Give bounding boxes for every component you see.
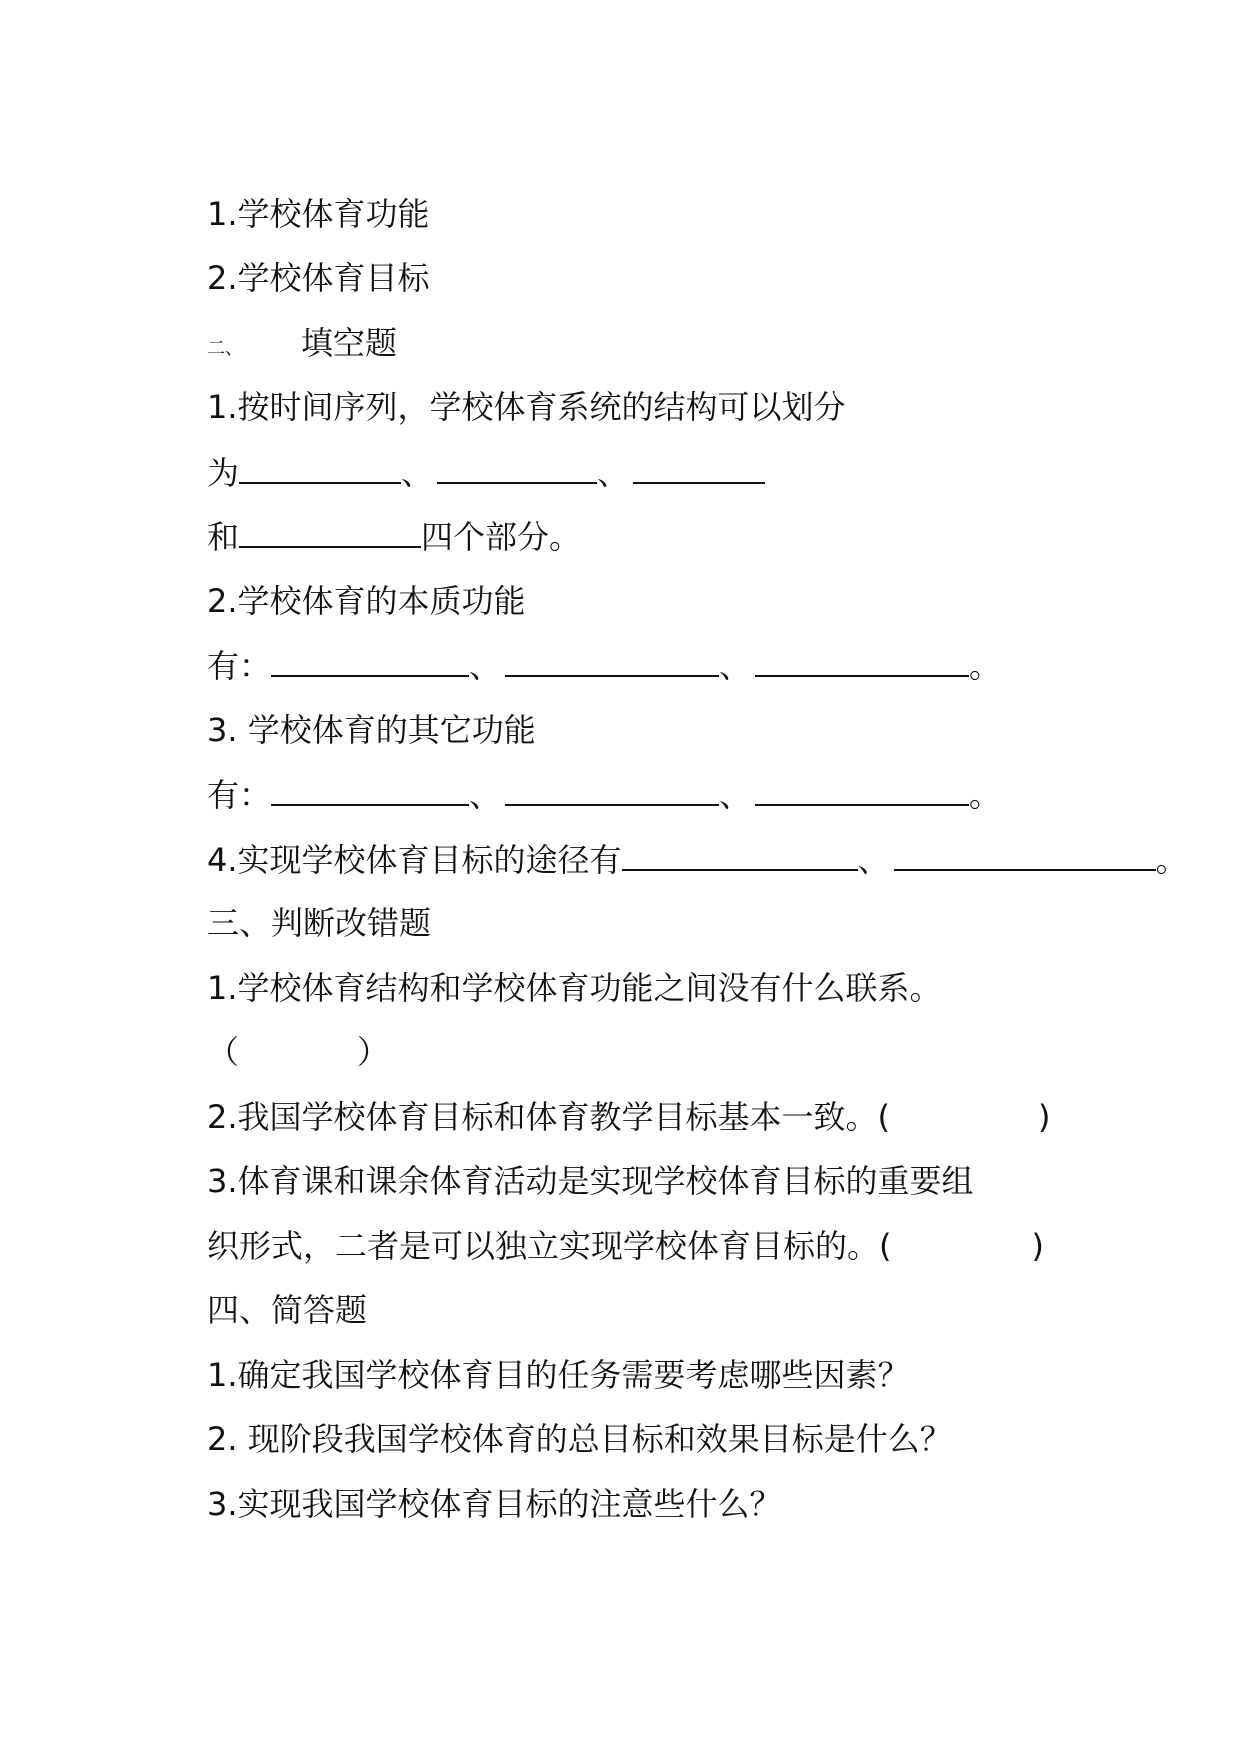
answer-blank[interactable] [239,516,421,548]
fill-question-1: 1.按时间序列，学校体育系统的结构可以划分 [207,388,846,426]
separator: 、 [719,776,752,814]
answer-blank[interactable] [239,452,401,484]
separator: 、 [719,647,752,685]
fill-question-3-blanks [207,774,1001,815]
prefix-text: 为 [207,454,240,492]
paren-close: ） [357,1033,390,1071]
separator: 、 [401,454,434,492]
answer-blank[interactable] [505,645,719,677]
prefix-text: 和 [207,518,240,556]
short-answer-1: 1.确定我国学校体育目的任务需要考虑哪些因素？ [207,1356,910,1394]
short-answer-3: 3.实现我国学校体育目标的注意些什么？ [207,1485,782,1523]
section-heading-true-false: 三、判断改错题 [207,904,432,942]
answer-blank[interactable] [437,452,597,484]
fill-question-1-blanks-2 [207,516,581,557]
answer-blank[interactable] [755,774,969,806]
end-mark: 。 [969,647,1002,685]
question-text: 4.实现学校体育目标的途径有 [207,841,622,879]
paren-open: （ [207,1033,240,1071]
paren-close: ) [1031,1227,1044,1265]
tf-question-1: 1.学校体育结构和学校体育功能之间没有什么联系。 [207,969,942,1007]
prefix-text: 有： [207,776,272,814]
short-answer-2: 2. 现阶段我国学校体育的总目标和效果目标是什么？ [207,1420,952,1458]
section-title: 填空题 [301,324,398,362]
tf-question-3-line-2 [207,1226,1044,1266]
answer-blank[interactable] [505,774,719,806]
separator: 、 [469,776,502,814]
tf-question-2 [207,1097,1051,1137]
answer-blank[interactable] [271,645,469,677]
fill-question-1-blanks [207,452,765,493]
answer-blank[interactable] [622,839,858,871]
separator: 、 [857,841,890,879]
question-text: 2.我国学校体育目标和体育教学目标基本一致。( [207,1098,891,1136]
tf-question-1-answer [207,1032,389,1072]
prefix-text: 有： [207,647,272,685]
answer-blank[interactable] [633,452,765,484]
paren-close: ) [1038,1098,1051,1136]
question-text: 织形式，二者是可以独立实现学校体育目标的。( [207,1227,892,1265]
answer-blank[interactable] [271,774,469,806]
tf-question-3-line-1: 3.体育课和课余体育活动是实现学校体育目标的重要组 [207,1162,974,1200]
section-heading-short-answer: 四、简答题 [207,1291,368,1329]
separator: 、 [597,454,630,492]
answer-blank[interactable] [894,839,1156,871]
end-mark: 。 [1155,841,1188,879]
section-number: 二、 [207,338,243,359]
fill-question-4 [207,839,1188,880]
fill-question-3: 3. 学校体育的其它功能 [207,711,536,749]
suffix-text: 四个部分。 [421,518,582,556]
separator: 、 [469,647,502,685]
end-mark: 。 [969,776,1002,814]
fill-question-2-blanks [207,645,1001,686]
section-heading-fill-in [207,323,397,369]
term-item-2: 2.学校体育目标 [207,259,430,297]
fill-question-2: 2.学校体育的本质功能 [207,582,526,620]
term-item-1: 1.学校体育功能 [207,195,430,233]
answer-blank[interactable] [755,645,969,677]
